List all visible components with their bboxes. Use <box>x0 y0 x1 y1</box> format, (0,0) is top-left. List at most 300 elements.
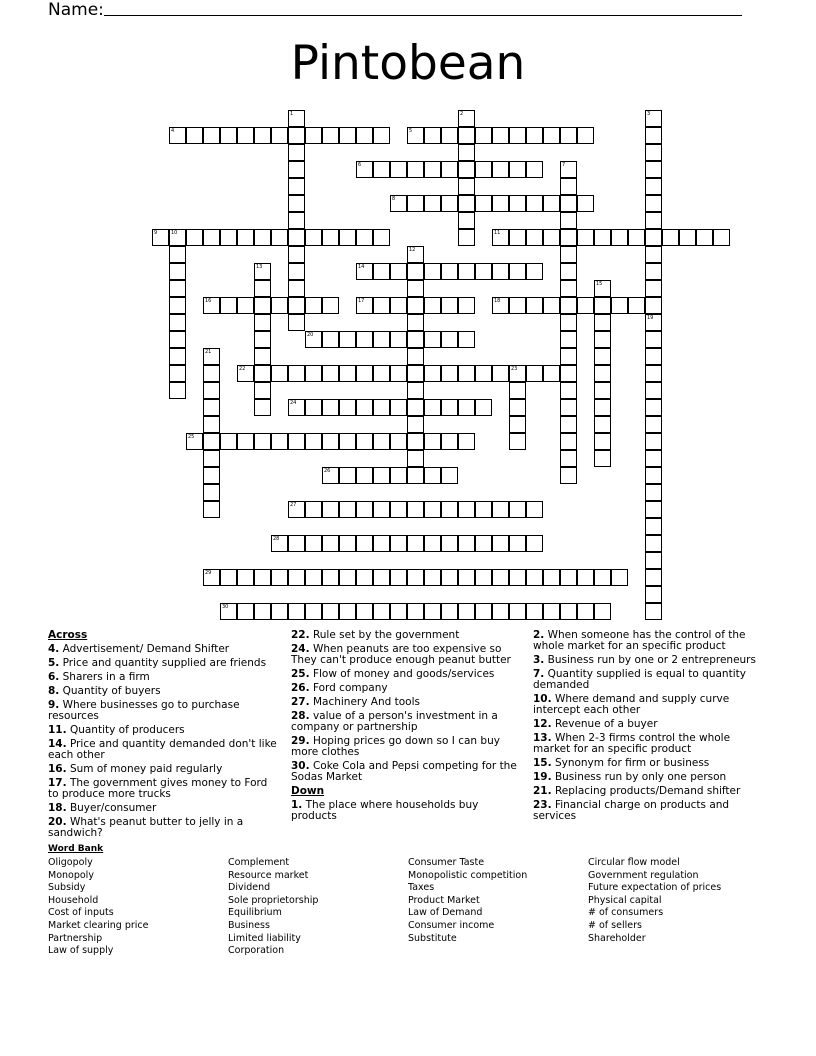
crossword-cell[interactable] <box>390 195 407 212</box>
crossword-cell[interactable] <box>424 127 441 144</box>
crossword-cell[interactable] <box>594 603 611 620</box>
crossword-cell[interactable] <box>441 297 458 314</box>
crossword-cell[interactable] <box>492 161 509 178</box>
crossword-cell[interactable] <box>645 178 662 195</box>
crossword-cell[interactable] <box>356 365 373 382</box>
crossword-cell[interactable] <box>407 382 424 399</box>
crossword-cell[interactable] <box>458 127 475 144</box>
crossword-cell[interactable] <box>458 535 475 552</box>
crossword-cell[interactable] <box>475 535 492 552</box>
crossword-cell[interactable] <box>594 314 611 331</box>
crossword-cell[interactable] <box>407 467 424 484</box>
crossword-cell[interactable] <box>509 416 526 433</box>
crossword-cell[interactable] <box>407 603 424 620</box>
crossword-cell[interactable] <box>458 178 475 195</box>
crossword-cell[interactable] <box>458 603 475 620</box>
crossword-cell[interactable] <box>645 314 662 331</box>
crossword-cell[interactable] <box>288 297 305 314</box>
crossword-cell[interactable] <box>390 501 407 518</box>
crossword-cell[interactable] <box>526 127 543 144</box>
crossword-cell[interactable] <box>373 331 390 348</box>
crossword-cell[interactable] <box>560 195 577 212</box>
crossword-cell[interactable] <box>322 569 339 586</box>
crossword-cell[interactable] <box>492 263 509 280</box>
crossword-cell[interactable] <box>305 365 322 382</box>
crossword-cell[interactable] <box>271 229 288 246</box>
crossword-cell[interactable] <box>458 569 475 586</box>
crossword-cell[interactable] <box>407 569 424 586</box>
crossword-cell[interactable] <box>713 229 730 246</box>
crossword-cell[interactable] <box>373 297 390 314</box>
crossword-cell[interactable] <box>254 297 271 314</box>
crossword-cell[interactable] <box>390 569 407 586</box>
crossword-cell[interactable] <box>339 331 356 348</box>
crossword-cell[interactable] <box>288 195 305 212</box>
crossword-cell[interactable] <box>560 280 577 297</box>
crossword-cell[interactable] <box>645 331 662 348</box>
crossword-cell[interactable] <box>441 535 458 552</box>
crossword-cell[interactable] <box>407 314 424 331</box>
crossword-cell[interactable] <box>458 501 475 518</box>
crossword-cell[interactable] <box>169 280 186 297</box>
crossword-cell[interactable] <box>458 229 475 246</box>
crossword-cell[interactable] <box>645 382 662 399</box>
crossword-cell[interactable] <box>526 263 543 280</box>
crossword-cell[interactable] <box>526 195 543 212</box>
crossword-cell[interactable] <box>560 348 577 365</box>
crossword-cell[interactable] <box>288 144 305 161</box>
crossword-cell[interactable] <box>322 535 339 552</box>
crossword-cell[interactable] <box>441 399 458 416</box>
crossword-cell[interactable] <box>339 433 356 450</box>
crossword-cell[interactable] <box>237 603 254 620</box>
crossword-cell[interactable] <box>441 501 458 518</box>
crossword-cell[interactable] <box>254 127 271 144</box>
crossword-cell[interactable] <box>407 416 424 433</box>
crossword-cell[interactable] <box>322 433 339 450</box>
crossword-cell[interactable] <box>424 535 441 552</box>
crossword-cell[interactable] <box>458 331 475 348</box>
crossword-cell[interactable] <box>407 535 424 552</box>
crossword-cell[interactable] <box>645 365 662 382</box>
crossword-cell[interactable] <box>492 127 509 144</box>
crossword-cell[interactable] <box>169 246 186 263</box>
crossword-cell[interactable] <box>373 467 390 484</box>
crossword-cell[interactable] <box>458 399 475 416</box>
crossword-cell[interactable] <box>356 263 373 280</box>
crossword-cell[interactable] <box>543 297 560 314</box>
crossword-cell[interactable] <box>441 467 458 484</box>
crossword-cell[interactable] <box>288 127 305 144</box>
crossword-cell[interactable] <box>645 297 662 314</box>
crossword-cell[interactable] <box>339 603 356 620</box>
crossword-cell[interactable] <box>322 127 339 144</box>
crossword-cell[interactable] <box>305 535 322 552</box>
crossword-cell[interactable] <box>390 365 407 382</box>
crossword-cell[interactable] <box>203 467 220 484</box>
crossword-cell[interactable] <box>169 348 186 365</box>
crossword-cell[interactable] <box>169 365 186 382</box>
crossword-cell[interactable] <box>407 433 424 450</box>
crossword-cell[interactable] <box>424 195 441 212</box>
crossword-cell[interactable] <box>509 297 526 314</box>
crossword-cell[interactable] <box>441 331 458 348</box>
crossword-cell[interactable] <box>645 450 662 467</box>
crossword-cell[interactable] <box>458 110 475 127</box>
crossword-cell[interactable] <box>441 365 458 382</box>
crossword-cell[interactable] <box>594 433 611 450</box>
crossword-cell[interactable] <box>390 399 407 416</box>
crossword-cell[interactable] <box>288 246 305 263</box>
crossword-cell[interactable] <box>543 195 560 212</box>
crossword-cell[interactable] <box>577 229 594 246</box>
crossword-cell[interactable] <box>203 399 220 416</box>
crossword-cell[interactable] <box>424 161 441 178</box>
crossword-cell[interactable] <box>390 467 407 484</box>
crossword-cell[interactable] <box>407 161 424 178</box>
crossword-cell[interactable] <box>560 263 577 280</box>
crossword-cell[interactable] <box>645 229 662 246</box>
crossword-cell[interactable] <box>186 229 203 246</box>
crossword-cell[interactable] <box>237 297 254 314</box>
crossword-cell[interactable] <box>424 433 441 450</box>
crossword-cell[interactable] <box>560 433 577 450</box>
crossword-cell[interactable] <box>356 229 373 246</box>
crossword-cell[interactable] <box>373 569 390 586</box>
crossword-cell[interactable] <box>577 127 594 144</box>
crossword-cell[interactable] <box>305 603 322 620</box>
crossword-cell[interactable] <box>645 552 662 569</box>
crossword-cell[interactable] <box>645 416 662 433</box>
crossword-cell[interactable] <box>662 229 679 246</box>
crossword-cell[interactable] <box>509 535 526 552</box>
crossword-cell[interactable] <box>407 127 424 144</box>
crossword-cell[interactable] <box>458 297 475 314</box>
crossword-cell[interactable] <box>458 212 475 229</box>
crossword-cell[interactable] <box>254 433 271 450</box>
crossword-cell[interactable] <box>526 501 543 518</box>
crossword-cell[interactable] <box>305 229 322 246</box>
crossword-cell[interactable] <box>441 195 458 212</box>
crossword-cell[interactable] <box>322 501 339 518</box>
crossword-cell[interactable] <box>169 263 186 280</box>
crossword-cell[interactable] <box>509 569 526 586</box>
crossword-cell[interactable] <box>203 229 220 246</box>
crossword-cell[interactable] <box>169 314 186 331</box>
crossword-cell[interactable] <box>322 297 339 314</box>
crossword-cell[interactable] <box>594 365 611 382</box>
crossword-cell[interactable] <box>560 212 577 229</box>
crossword-cell[interactable] <box>475 603 492 620</box>
crossword-cell[interactable] <box>288 178 305 195</box>
crossword-cell[interactable] <box>322 399 339 416</box>
crossword-cell[interactable] <box>560 450 577 467</box>
crossword-cell[interactable] <box>458 263 475 280</box>
crossword-cell[interactable] <box>509 229 526 246</box>
crossword-cell[interactable] <box>509 365 526 382</box>
crossword-cell[interactable] <box>475 127 492 144</box>
crossword-cell[interactable] <box>696 229 713 246</box>
crossword-cell[interactable] <box>594 399 611 416</box>
crossword-cell[interactable] <box>322 603 339 620</box>
crossword-cell[interactable] <box>407 297 424 314</box>
crossword-cell[interactable] <box>475 365 492 382</box>
crossword-cell[interactable] <box>271 535 288 552</box>
crossword-cell[interactable] <box>628 229 645 246</box>
crossword-cell[interactable] <box>560 365 577 382</box>
crossword-cell[interactable] <box>543 127 560 144</box>
crossword-cell[interactable] <box>339 569 356 586</box>
crossword-cell[interactable] <box>356 331 373 348</box>
crossword-cell[interactable] <box>645 110 662 127</box>
crossword-cell[interactable] <box>407 280 424 297</box>
crossword-cell[interactable] <box>356 127 373 144</box>
crossword-cell[interactable] <box>356 501 373 518</box>
crossword-cell[interactable] <box>254 382 271 399</box>
crossword-cell[interactable] <box>543 229 560 246</box>
crossword-cell[interactable] <box>356 603 373 620</box>
crossword-cell[interactable] <box>254 263 271 280</box>
crossword-cell[interactable] <box>288 365 305 382</box>
crossword-cell[interactable] <box>492 501 509 518</box>
crossword-cell[interactable] <box>288 263 305 280</box>
crossword-cell[interactable] <box>237 433 254 450</box>
crossword-cell[interactable] <box>424 603 441 620</box>
crossword-cell[interactable] <box>407 331 424 348</box>
crossword-cell[interactable] <box>288 110 305 127</box>
crossword-cell[interactable] <box>356 161 373 178</box>
crossword-cell[interactable] <box>645 433 662 450</box>
crossword-cell[interactable] <box>492 365 509 382</box>
crossword-cell[interactable] <box>407 246 424 263</box>
crossword-cell[interactable] <box>475 569 492 586</box>
crossword-cell[interactable] <box>645 535 662 552</box>
crossword-cell[interactable] <box>424 297 441 314</box>
crossword-cell[interactable] <box>424 263 441 280</box>
crossword-cell[interactable] <box>305 297 322 314</box>
crossword-cell[interactable] <box>645 280 662 297</box>
crossword-cell[interactable] <box>152 229 169 246</box>
crossword-cell[interactable] <box>492 603 509 620</box>
crossword-cell[interactable] <box>356 535 373 552</box>
crossword-cell[interactable] <box>645 263 662 280</box>
crossword-cell[interactable] <box>628 297 645 314</box>
crossword-cell[interactable] <box>475 161 492 178</box>
crossword-cell[interactable] <box>526 535 543 552</box>
crossword-cell[interactable] <box>390 603 407 620</box>
crossword-cell[interactable] <box>373 399 390 416</box>
crossword-cell[interactable] <box>356 467 373 484</box>
crossword-cell[interactable] <box>594 297 611 314</box>
crossword-cell[interactable] <box>220 433 237 450</box>
crossword-cell[interactable] <box>424 569 441 586</box>
crossword-cell[interactable] <box>169 382 186 399</box>
crossword-cell[interactable] <box>560 246 577 263</box>
crossword-cell[interactable] <box>220 569 237 586</box>
crossword-cell[interactable] <box>203 569 220 586</box>
crossword-cell[interactable] <box>509 501 526 518</box>
crossword-cell[interactable] <box>271 365 288 382</box>
crossword-cell[interactable] <box>322 365 339 382</box>
crossword-cell[interactable] <box>492 569 509 586</box>
crossword-cell[interactable] <box>543 365 560 382</box>
crossword-cell[interactable] <box>203 433 220 450</box>
crossword-cell[interactable] <box>645 195 662 212</box>
crossword-cell[interactable] <box>220 229 237 246</box>
crossword-cell[interactable] <box>373 433 390 450</box>
crossword-cell[interactable] <box>458 161 475 178</box>
crossword-cell[interactable] <box>271 603 288 620</box>
crossword-cell[interactable] <box>458 365 475 382</box>
crossword-cell[interactable] <box>356 399 373 416</box>
crossword-cell[interactable] <box>288 280 305 297</box>
crossword-cell[interactable] <box>407 450 424 467</box>
crossword-cell[interactable] <box>288 535 305 552</box>
crossword-cell[interactable] <box>424 365 441 382</box>
crossword-cell[interactable] <box>509 161 526 178</box>
crossword-cell[interactable] <box>645 246 662 263</box>
crossword-cell[interactable] <box>560 569 577 586</box>
crossword-cell[interactable] <box>254 603 271 620</box>
crossword-cell[interactable] <box>254 280 271 297</box>
crossword-cell[interactable] <box>424 399 441 416</box>
crossword-cell[interactable] <box>186 127 203 144</box>
crossword-cell[interactable] <box>339 229 356 246</box>
crossword-cell[interactable] <box>203 348 220 365</box>
crossword-cell[interactable] <box>271 569 288 586</box>
crossword-cell[interactable] <box>475 399 492 416</box>
crossword-cell[interactable] <box>424 331 441 348</box>
crossword-cell[interactable] <box>169 229 186 246</box>
crossword-cell[interactable] <box>560 416 577 433</box>
crossword-cell[interactable] <box>492 535 509 552</box>
crossword-cell[interactable] <box>407 348 424 365</box>
crossword-cell[interactable] <box>509 127 526 144</box>
crossword-cell[interactable] <box>373 229 390 246</box>
crossword-cell[interactable] <box>560 382 577 399</box>
crossword-cell[interactable] <box>220 297 237 314</box>
crossword-cell[interactable] <box>305 399 322 416</box>
crossword-cell[interactable] <box>611 297 628 314</box>
crossword-cell[interactable] <box>203 382 220 399</box>
crossword-cell[interactable] <box>373 603 390 620</box>
crossword-cell[interactable] <box>237 229 254 246</box>
crossword-cell[interactable] <box>186 433 203 450</box>
crossword-cell[interactable] <box>441 433 458 450</box>
crossword-cell[interactable] <box>492 297 509 314</box>
crossword-cell[interactable] <box>577 603 594 620</box>
crossword-cell[interactable] <box>305 569 322 586</box>
crossword-cell[interactable] <box>577 297 594 314</box>
crossword-cell[interactable] <box>407 365 424 382</box>
crossword-cell[interactable] <box>560 127 577 144</box>
crossword-cell[interactable] <box>441 161 458 178</box>
crossword-cell[interactable] <box>611 569 628 586</box>
crossword-cell[interactable] <box>509 263 526 280</box>
crossword-cell[interactable] <box>203 484 220 501</box>
crossword-cell[interactable] <box>373 535 390 552</box>
crossword-cell[interactable] <box>645 212 662 229</box>
crossword-cell[interactable] <box>169 297 186 314</box>
crossword-cell[interactable] <box>407 263 424 280</box>
crossword-cell[interactable] <box>254 331 271 348</box>
crossword-cell[interactable] <box>560 331 577 348</box>
crossword-cell[interactable] <box>441 569 458 586</box>
crossword-cell[interactable] <box>390 535 407 552</box>
crossword-cell[interactable] <box>594 569 611 586</box>
crossword-cell[interactable] <box>509 195 526 212</box>
crossword-cell[interactable] <box>288 433 305 450</box>
crossword-cell[interactable] <box>254 569 271 586</box>
crossword-cell[interactable] <box>594 280 611 297</box>
crossword-cell[interactable] <box>237 127 254 144</box>
crossword-cell[interactable] <box>254 399 271 416</box>
crossword-cell[interactable] <box>424 501 441 518</box>
crossword-cell[interactable] <box>645 569 662 586</box>
crossword-cell[interactable] <box>339 399 356 416</box>
crossword-cell[interactable] <box>645 161 662 178</box>
crossword-cell[interactable] <box>560 467 577 484</box>
crossword-cell[interactable] <box>322 229 339 246</box>
crossword-cell[interactable] <box>288 569 305 586</box>
crossword-cell[interactable] <box>645 484 662 501</box>
crossword-cell[interactable] <box>645 348 662 365</box>
crossword-cell[interactable] <box>356 433 373 450</box>
crossword-cell[interactable] <box>645 518 662 535</box>
crossword-cell[interactable] <box>526 229 543 246</box>
crossword-cell[interactable] <box>322 331 339 348</box>
crossword-cell[interactable] <box>509 399 526 416</box>
crossword-cell[interactable] <box>271 127 288 144</box>
crossword-cell[interactable] <box>407 399 424 416</box>
crossword-cell[interactable] <box>254 229 271 246</box>
crossword-cell[interactable] <box>526 365 543 382</box>
crossword-cell[interactable] <box>594 348 611 365</box>
crossword-cell[interactable] <box>220 603 237 620</box>
crossword-cell[interactable] <box>305 433 322 450</box>
crossword-cell[interactable] <box>305 501 322 518</box>
crossword-cell[interactable] <box>492 229 509 246</box>
crossword-cell[interactable] <box>526 161 543 178</box>
crossword-cell[interactable] <box>220 127 237 144</box>
crossword-cell[interactable] <box>373 161 390 178</box>
crossword-cell[interactable] <box>645 127 662 144</box>
crossword-cell[interactable] <box>526 297 543 314</box>
crossword-cell[interactable] <box>560 178 577 195</box>
crossword-cell[interactable] <box>288 314 305 331</box>
crossword-cell[interactable] <box>305 127 322 144</box>
crossword-cell[interactable] <box>339 467 356 484</box>
crossword-cell[interactable] <box>407 501 424 518</box>
crossword-cell[interactable] <box>645 586 662 603</box>
crossword-cell[interactable] <box>441 127 458 144</box>
crossword-cell[interactable] <box>271 297 288 314</box>
crossword-cell[interactable] <box>339 127 356 144</box>
crossword-cell[interactable] <box>288 229 305 246</box>
crossword-cell[interactable] <box>373 127 390 144</box>
crossword-cell[interactable] <box>475 501 492 518</box>
crossword-cell[interactable] <box>373 365 390 382</box>
crossword-cell[interactable] <box>288 603 305 620</box>
crossword-cell[interactable] <box>594 416 611 433</box>
crossword-cell[interactable] <box>203 297 220 314</box>
crossword-cell[interactable] <box>254 365 271 382</box>
crossword-cell[interactable] <box>594 382 611 399</box>
crossword-cell[interactable] <box>645 603 662 620</box>
crossword-cell[interactable] <box>594 331 611 348</box>
crossword-cell[interactable] <box>543 569 560 586</box>
crossword-cell[interactable] <box>407 195 424 212</box>
